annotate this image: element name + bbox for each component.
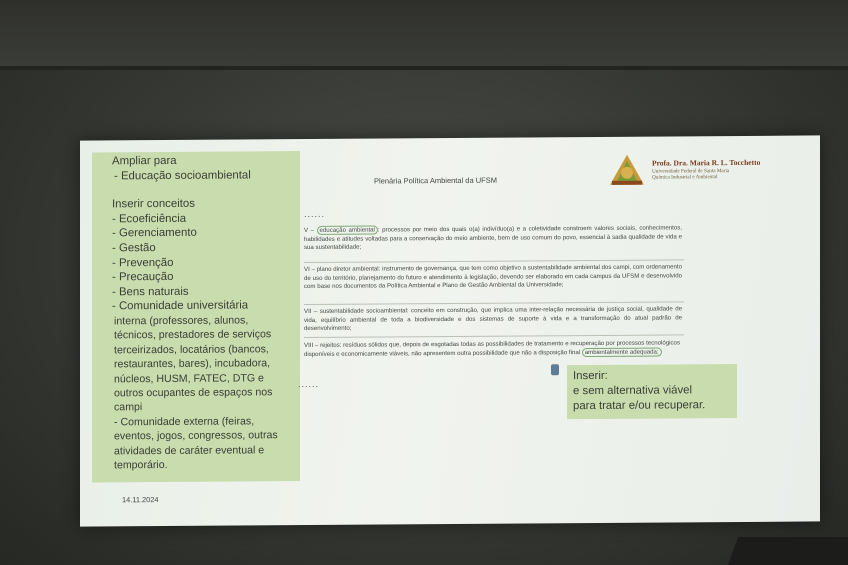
insert-note-box: [567, 364, 737, 419]
projected-slide: [80, 135, 820, 526]
concept-item: - Gestão: [112, 242, 156, 255]
floor-shadow: [728, 537, 848, 565]
internal-line: terceirizados, locatários (bancos,: [114, 343, 269, 357]
cursor-marker-icon: [551, 364, 559, 375]
left-subheading: Inserir conceitos: [112, 197, 195, 211]
slide-date: 14.11.2024: [122, 495, 159, 505]
paragraph-vii: VII – sustentabilidade socioambiental: conceito em construção, que implica uma inter-relação necessária de justiça social, qualidade de vida, equilíbrio ambiental de toda a biodiversidade e dos sistemas de suporte à vida e a transformação do atual padrão de desenvolvimento;: [304, 305, 682, 333]
author-logo: [608, 152, 808, 191]
external-line: - Comunidade externa (feiras,: [114, 415, 255, 429]
author-name: Profa. Dra. Maria R. L. Tocchetto: [652, 157, 761, 168]
internal-line: outros ocupantes de espaços nos: [114, 386, 273, 400]
highlight-ambientalmente-adequada: ambientalmente adequada;: [582, 347, 662, 357]
paragraph-v-prefix: V –: [304, 226, 317, 235]
separator: [304, 259, 684, 263]
internal-line: interna (professores, alunos,: [114, 314, 249, 328]
paragraph-viii: [304, 339, 680, 359]
insert-line: para tratar e/ou recuperar.: [573, 398, 706, 412]
concept-item: - Prevenção: [112, 256, 174, 269]
paragraph-viii-text: VIII – rejeitos: resíduos sólidos que, depois de esgotadas todas as possibilidades de tratamento e recuperação por processos tecnológicos disponíveis e economicamente viáveis, não apresentem outra possibilidade que não a disposição final: [304, 339, 680, 358]
internal-line: núcleos, HUSM, FATEC, DTG e: [114, 371, 264, 385]
insert-label: Inserir:: [573, 369, 608, 383]
concept-item: - Comunidade universitária: [112, 299, 249, 313]
ufsm-logo-icon: [608, 153, 646, 187]
wall-top: [0, 0, 848, 70]
concept-item: - Bens naturais: [112, 285, 189, 299]
slide-title: Plenária Política Ambiental da UFSM: [374, 175, 497, 186]
internal-line: campi: [114, 401, 143, 414]
left-heading: Ampliar para: [112, 154, 177, 168]
internal-line: restaurantes, bares), incubadora,: [114, 357, 271, 371]
concept-item: - Gerenciamento: [112, 227, 197, 240]
concept-item: - Ecoeficiência: [112, 212, 187, 226]
separator: [304, 334, 684, 338]
separator: [304, 301, 684, 305]
ellipsis-top: ......: [304, 208, 326, 220]
left-note-box: [92, 151, 300, 482]
paragraph-vi: VI – plano diretor ambiental: instrumento de governança, que tem como objetivo a sustentabilidade ambiental dos campi, com ordenamento de uso do território, planejamento do futuro e atendimento à legislação, devendo ser elaborado em cada campus da UFSM e desenvolvido com base nos documentos da Política Ambiental e Plano de Gestão Ambiental da Universidade;: [304, 263, 682, 291]
concept-item: - Precaução: [112, 271, 174, 284]
author-institution: Universidade Federal de Santa Maria: [652, 168, 730, 175]
author-department: Química Industrial e Ambiental: [652, 174, 718, 181]
external-line: temporário.: [114, 458, 168, 472]
external-line: atividades de caráter eventual e: [114, 443, 265, 457]
internal-line: técnicos, prestadores de serviços: [114, 328, 272, 342]
insert-line: e sem alternativa viável: [573, 384, 693, 397]
ellipsis-bottom: ......: [298, 378, 320, 390]
paragraph-v-text: : processos por meio dos quais o(a) indivíduo(a) e a coletividade constroem valores sociais, conhecimentos, habilidades e atitudes voltadas para a conservação do meio ambiente, bem de uso comum do povo, essencial à sadia qualidade de vida e sua sustentabilidade;: [304, 224, 683, 252]
highlight-educacao-ambiental: educação ambiental: [317, 226, 378, 235]
external-line: eventos, jogos, congressos, outras: [114, 429, 278, 443]
paragraph-v: [304, 224, 682, 252]
wall-line: [0, 66, 848, 70]
left-item-education: - Educação socioambiental: [114, 168, 251, 182]
